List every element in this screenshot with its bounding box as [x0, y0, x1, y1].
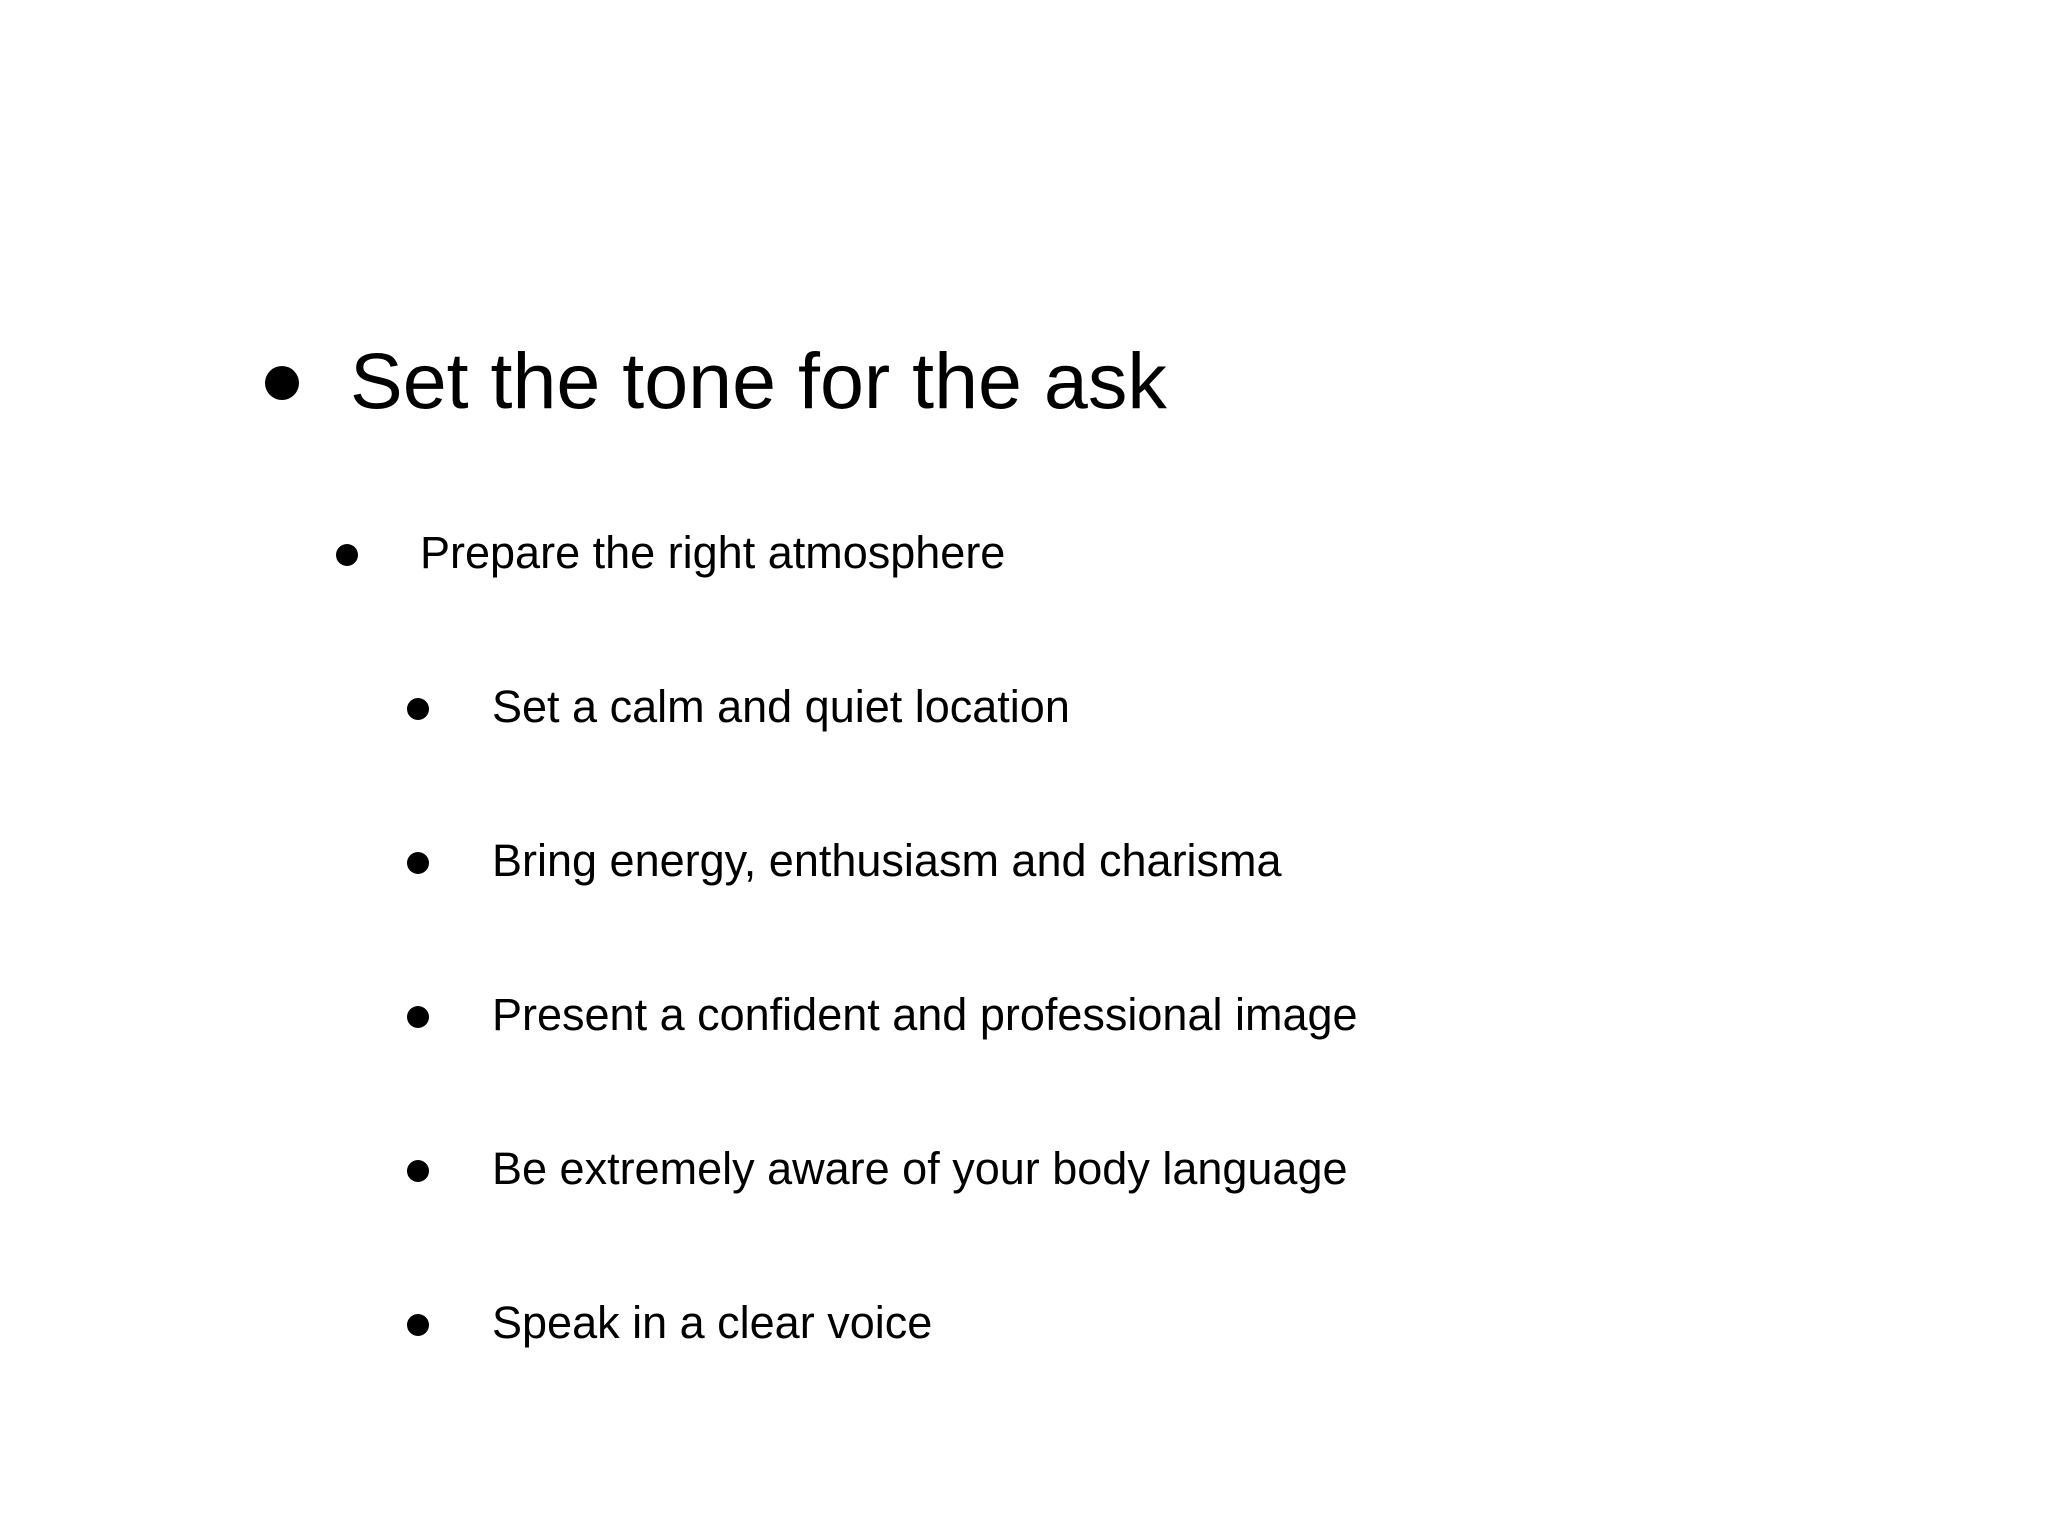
list-item-text: Set a calm and quiet location — [492, 681, 1070, 732]
bullet-dot-icon — [407, 1160, 429, 1182]
bullet-dot-icon — [407, 1314, 429, 1336]
slide-heading: Set the tone for the ask — [350, 336, 1167, 425]
bullet-dot-icon — [336, 544, 358, 566]
bullet-dot-icon — [407, 1006, 429, 1028]
bullet-dot-icon — [407, 852, 429, 874]
list-item-text: Present a confident and professional image — [492, 989, 1358, 1040]
list-item-text: Speak in a clear voice — [492, 1297, 933, 1348]
bullet-dot-icon — [265, 366, 299, 400]
list-item-text: Be extremely aware of your body language — [492, 1143, 1348, 1194]
slide-subheading: Prepare the right atmosphere — [420, 527, 1006, 578]
bullet-dot-icon — [407, 698, 429, 720]
list-item-text: Bring energy, enthusiasm and charisma — [492, 835, 1282, 886]
